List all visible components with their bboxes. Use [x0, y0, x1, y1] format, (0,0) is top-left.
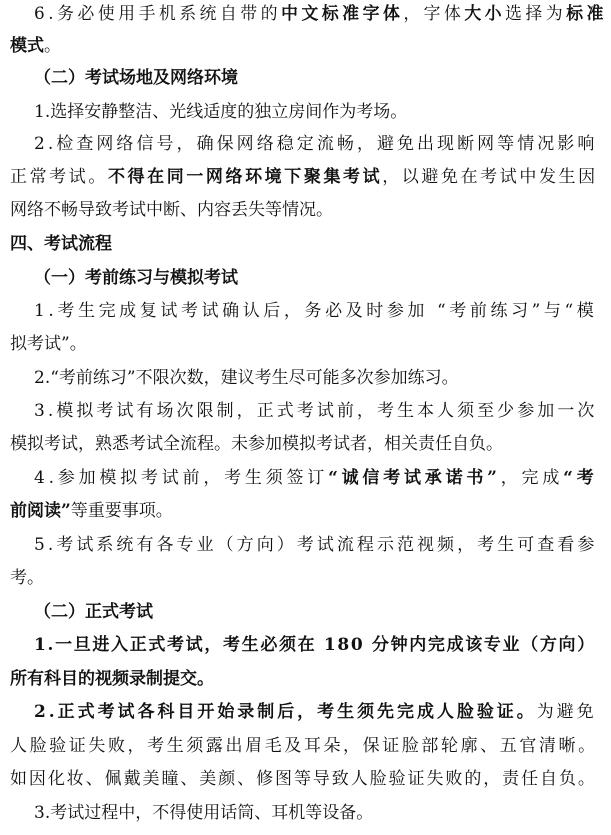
text-line — [10, 499, 173, 523]
text-run: 如因化妆、佩戴美瞳、美颜、修图等导致人脸验证失败的，责任自负。 — [10, 769, 597, 789]
bold-text: 大小 — [464, 4, 506, 24]
text-line — [10, 198, 333, 222]
text-run: 3.模拟考试有场次限制，正式考试前，考生本人须至少参加一次 — [34, 401, 598, 421]
text-line — [10, 767, 597, 791]
text-run: 网络不畅导致考试中断、内容丢失等情况。 — [10, 200, 333, 220]
text-line — [34, 366, 459, 390]
bold-text: （二）考试场地及网络环境 — [34, 68, 238, 88]
text-line — [34, 299, 597, 323]
bold-text: （一）考前练习与模拟考试 — [34, 268, 238, 288]
text-run: 6.务必使用手机系统自带的 — [34, 4, 282, 24]
text-line — [34, 801, 373, 825]
text-line — [34, 2, 607, 26]
text-run: 为避免 — [536, 702, 597, 722]
text-run: 拟考试”。 — [10, 334, 87, 354]
text-run: 等重要事项。 — [70, 501, 173, 521]
text-run: 选择为 — [505, 4, 567, 24]
text-line — [34, 132, 597, 156]
text-run: 1.选择安静整洁、光线适度的独立房间作为考场。 — [34, 102, 408, 122]
text-line — [34, 266, 238, 290]
text-line — [10, 734, 598, 758]
text-line — [10, 165, 598, 189]
text-line — [34, 600, 153, 624]
bold-text: （二）正式考试 — [34, 602, 153, 622]
text-run: ，以避免在考试中发生因 — [382, 167, 598, 187]
text-run: 人脸验证失败，考生须露出眉毛及耳朵，保证脸部轮廓、五官清晰。 — [10, 736, 598, 756]
text-line — [34, 533, 597, 557]
text-line — [10, 432, 503, 456]
bold-text: 不得在同一网络环境下聚集考试 — [107, 167, 383, 187]
text-run: ，完成 — [500, 468, 564, 488]
bold-text: 1.一旦进入正式考试，考生必须在 180 分钟内完成该专业（方向） — [34, 635, 596, 655]
text-line — [34, 100, 407, 124]
bold-text: 前阅读” — [10, 501, 71, 521]
text-line — [34, 399, 597, 423]
text-run: 正常考试。 — [10, 167, 108, 187]
bold-text: 所有科目的视频录制提交。 — [10, 669, 214, 689]
text-run: 1.考生完成复试考试确认后，务必及时参加 “考前练习”与“模 — [34, 301, 598, 321]
text-run: ，字体 — [403, 4, 465, 24]
bold-text: “诚信考试承诺书” — [328, 468, 501, 488]
text-run: 2.“考前练习”不限次数，建议考生尽可能多次参加练习。 — [34, 368, 459, 388]
bold-text: 模式 — [10, 36, 44, 56]
text-line — [10, 232, 112, 256]
text-run: 5.考试系统有各专业（方向）考试流程示范视频，考生可查看参 — [34, 535, 598, 555]
text-line — [10, 667, 214, 691]
text-line — [34, 466, 597, 490]
text-run: 4.参加模拟考试前，考生须签订 — [34, 468, 329, 488]
text-run: 。 — [44, 36, 61, 56]
text-line — [34, 700, 597, 724]
bold-text: 2.正式考试各科目开始录制后，考生须先完成人脸验证。 — [34, 702, 537, 722]
text-run: 2.检查网络信号，确保网络稳定流畅，避免出现断网等情况影响 — [34, 134, 598, 154]
text-line — [10, 332, 87, 356]
bold-text: 中文标准字体 — [281, 4, 404, 24]
bold-text: 标准 — [566, 4, 607, 24]
text-line — [34, 633, 596, 657]
text-line — [10, 34, 61, 58]
text-line — [34, 66, 238, 90]
text-run: 3.考试过程中，不得使用话筒、耳机等设备。 — [34, 803, 374, 823]
bold-text: “考 — [563, 468, 598, 488]
bold-text: 四、考试流程 — [10, 234, 112, 254]
text-line — [10, 566, 44, 590]
text-run: 考。 — [10, 568, 44, 588]
text-run: 模拟考试，熟悉考试全流程。未参加模拟考试者，相关责任自负。 — [10, 434, 503, 454]
